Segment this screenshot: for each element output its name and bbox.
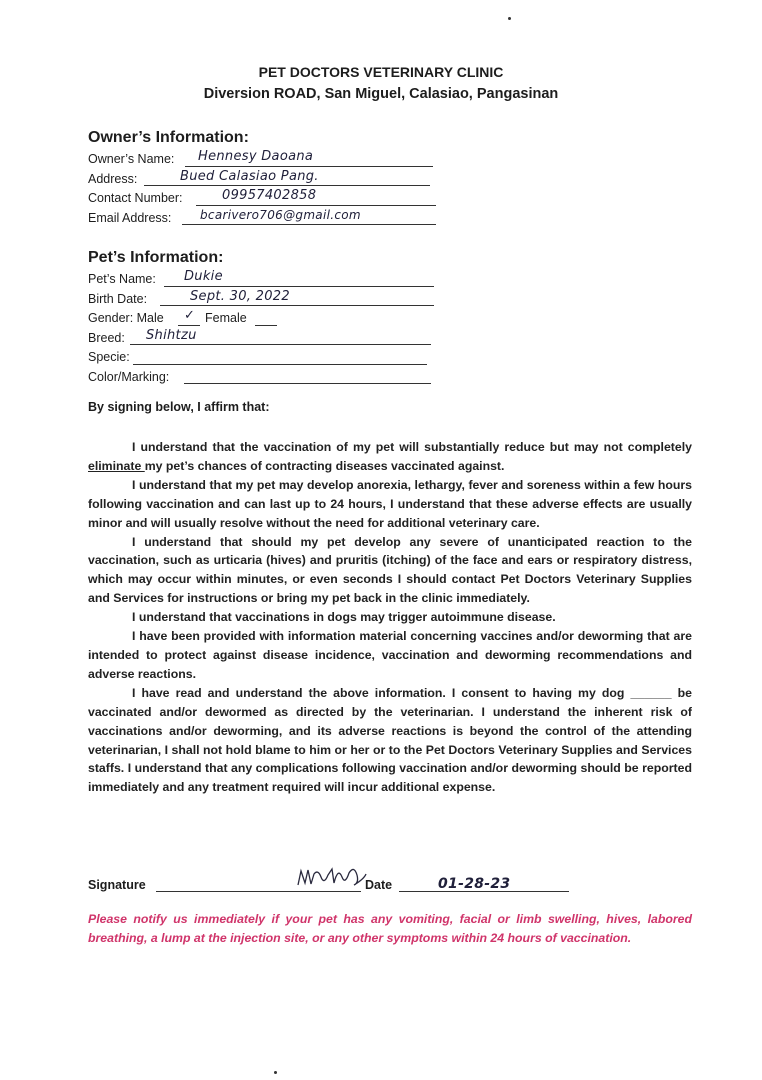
color-marking-line: [184, 383, 431, 384]
gender-label: Gender: Male: [88, 311, 164, 325]
consent-paragraph: I understand that my pet may develop anorexia, lethargy, fever and soreness within a few hours following vaccination and can last up to 24 hours, I understand that these adverse effects are usually minor and will usually resolve without the need for additional veterinary care.: [88, 477, 692, 530]
gender-male-check[interactable]: ✓: [184, 308, 196, 323]
specie-line: [133, 364, 427, 365]
pet-name-value: Dukie: [184, 269, 223, 284]
signature-row: [88, 873, 588, 895]
consent-paragraph: I understand that vaccinations in dogs may trigger autoimmune disease.: [132, 610, 556, 625]
consent-p1-end: my pet’s chances of contracting diseases vaccinated against.: [144, 458, 505, 473]
specie-field[interactable]: [88, 348, 223, 368]
consent-paragraph: [88, 684, 692, 797]
owner-section-title: Owner’s Information:: [88, 129, 249, 146]
underlined-eliminate: eliminate: [88, 458, 145, 473]
signature-scribble: [294, 865, 368, 891]
consent-paragraph: I have been provided with information material concerning vaccines and/or deworming that are intended to protect against disease incidence, vaccination and deworming recommendations and adverse reactions.: [88, 629, 692, 681]
color-marking-field[interactable]: [88, 368, 223, 388]
gender-female-line[interactable]: [255, 325, 277, 326]
breed-field[interactable]: [88, 329, 223, 349]
breed-value: Shihtzu: [146, 327, 197, 343]
pet-name-label: Pet’s Name:: [88, 272, 156, 286]
owner-name-value: Hennesy Daoana: [198, 149, 314, 164]
breed-label: Breed:: [88, 330, 125, 345]
owner-address-value: Bued Calasiao Pang.: [180, 168, 319, 184]
owner-address-label: Address:: [88, 171, 138, 186]
specie-label: Specie:: [88, 350, 130, 364]
consent-p6-end: be vaccinated and/or dewormed as directed by the veterinarian. I understand the inherent risk of vaccinations and/or deworming, and its adverse reactions is beyond the control of the attending veterinarian, I shall not hold blame to him or her or to the Pet Doctors Veterinary Supplies and Services staffs. I understand that any complications following vaccination and/or deworming should be reported immediately and any treatment required will incur additional expense.: [88, 685, 692, 795]
date-label: Date: [365, 878, 393, 892]
email-field[interactable]: [88, 207, 361, 229]
signature-line[interactable]: [156, 891, 361, 892]
notice-text: Please notify us immediately if your pet has any vomiting, facial or limb swelling, hives, labored breathing, a lump at the injection site, or any other symptoms within 24 hours of vaccination.: [88, 912, 692, 945]
clinic-name: PET DOCTORS VETERINARY CLINIC: [258, 64, 504, 80]
birth-date-field[interactable]: [88, 288, 290, 310]
consent-paragraph: [88, 438, 692, 476]
email-label: Email Address:: [88, 210, 172, 225]
contact-number-label: Contact Number:: [88, 191, 183, 205]
birth-date-label: Birth Date:: [88, 291, 148, 306]
birth-date-value: Sept. 30, 2022: [190, 288, 290, 304]
owner-name-label: Owner’s Name:: [88, 152, 175, 166]
pet-section-title: Pet’s Information:: [88, 249, 224, 266]
consent-text: [88, 438, 692, 797]
date-value: 01-28-23: [438, 876, 511, 892]
signature-label: Signature: [88, 878, 146, 892]
affirm-heading: By signing below, I affirm that:: [88, 400, 270, 414]
color-marking-label: Color/Marking:: [88, 369, 170, 384]
consent-p6-text: I have read and understand the above information. I consent to having my dog: [132, 685, 631, 700]
clinic-address: Diversion ROAD, San Miguel, Calasiao, Pangasinan: [203, 86, 559, 102]
pet-information-section: [88, 248, 290, 387]
scan-speck: [274, 1071, 277, 1074]
contact-number-value: 09957402858: [222, 188, 317, 203]
scan-speck: [508, 17, 511, 20]
gender-female-label: Female: [205, 311, 247, 325]
consent-p1-text: I understand that the vaccination of my pet will substantially reduce but may not completely: [132, 440, 692, 454]
clinic-header: [0, 63, 762, 105]
owner-information-section: [88, 128, 361, 228]
dog-name-blank[interactable]: ______: [630, 685, 672, 700]
consent-paragraph: I understand that should my pet develop any severe of unanticipated reaction to the vaccination, such as urticaria (hives) and pruritis (itching) of the face and ears or respiratory distress, which may occur within minutes, or even seconds I should contact Pet Doctors Veterinary Supplies and Services for instructions or bring my pet back in the clinic immediately.: [88, 534, 692, 606]
email-value: bcarivero706@gmail.com: [200, 207, 361, 222]
